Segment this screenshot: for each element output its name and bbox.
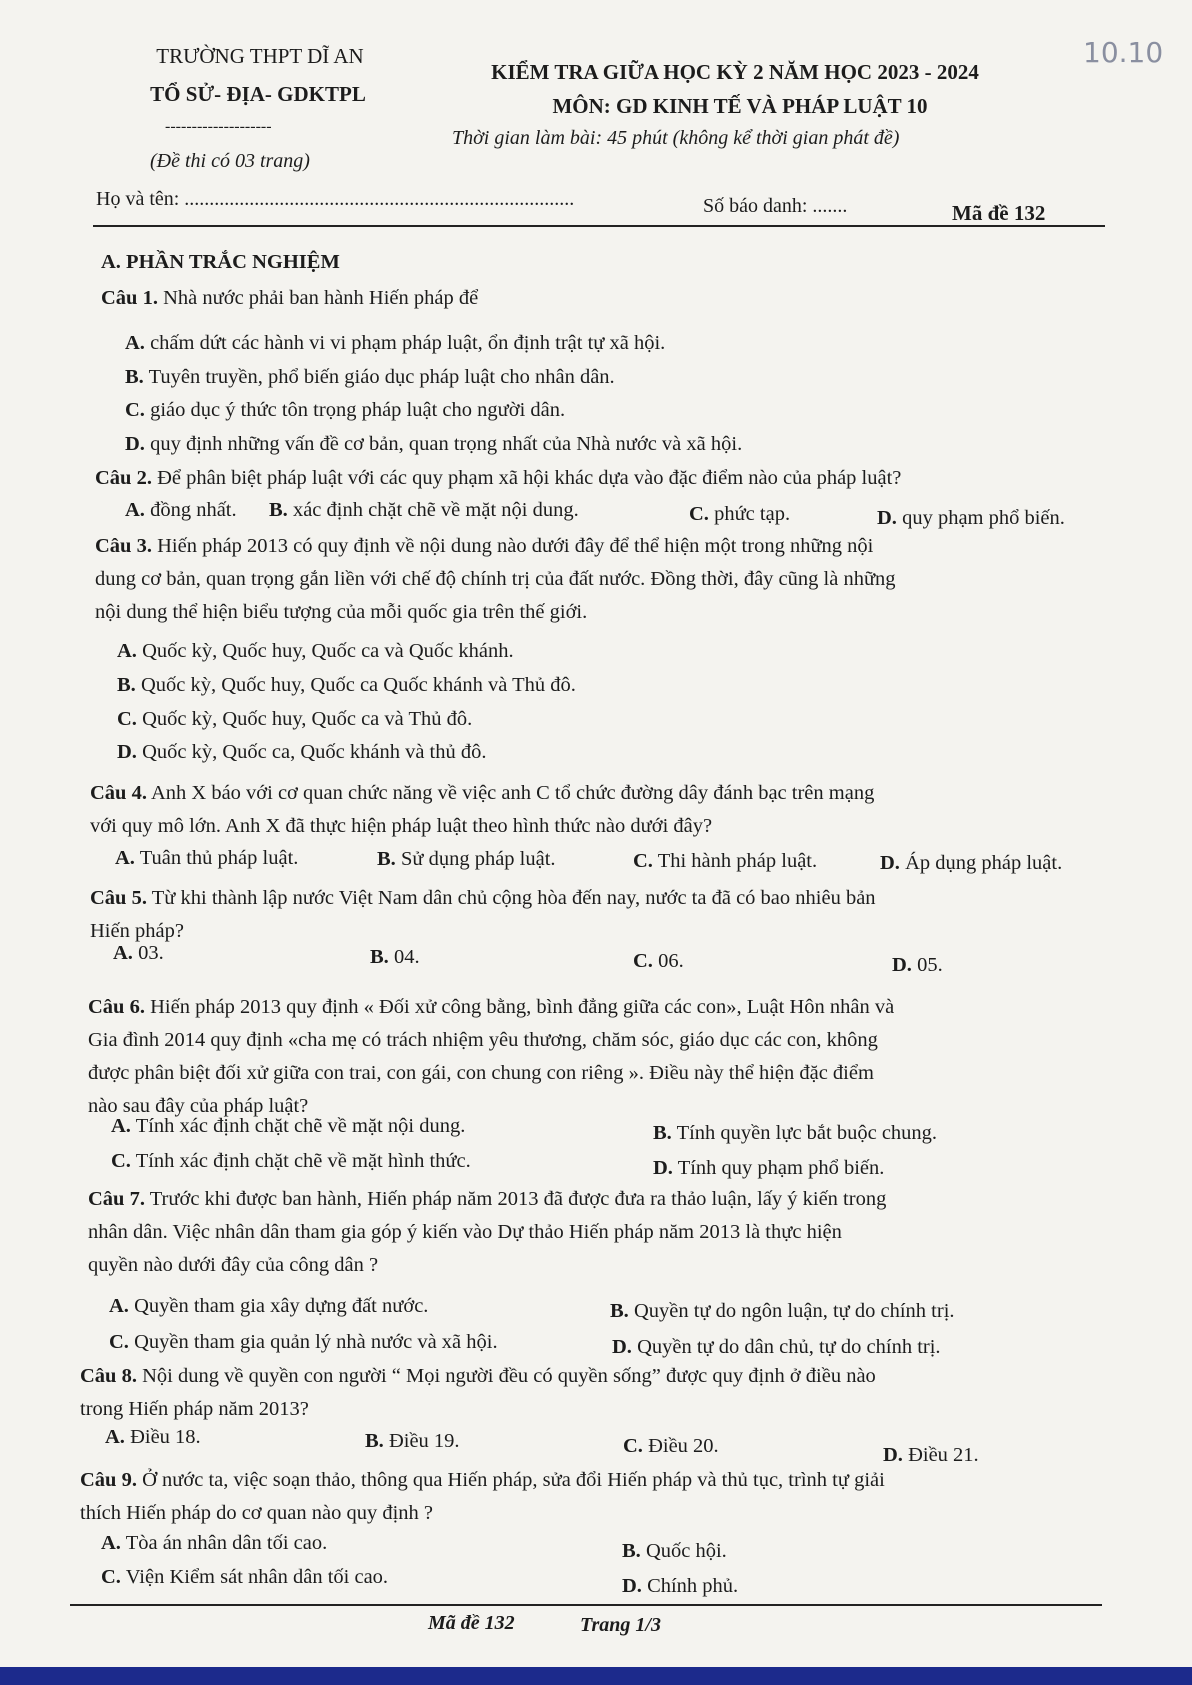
option-6b: B. Tính quyền lực bắt buộc chung. bbox=[653, 1122, 938, 1144]
question-number: Câu 1. bbox=[101, 287, 158, 309]
option-6a: A. Tính xác định chặt chẽ về mặt nội dung. bbox=[111, 1115, 466, 1137]
option-2b: B. xác định chặt chẽ về mặt nội dung. bbox=[269, 499, 579, 521]
handwritten-mark: 10.10 bbox=[1083, 36, 1164, 69]
option-9b: B. Quốc hội. bbox=[622, 1540, 727, 1562]
option-1c: C. giáo dục ý thức tôn trọng pháp luật cho người dân. bbox=[125, 399, 566, 421]
exam-title: KIỂM TRA GIỮA HỌC KỲ 2 NĂM HỌC 2023 - 2024 bbox=[491, 60, 979, 84]
question-4: Câu 4. Anh X báo với cơ quan chức năng về việc anh C tổ chức đường dây đánh bạc trên mạng với quy mô lớn. Anh X đã thực hiện pháp luật theo hình thức nào dưới đây? bbox=[90, 782, 875, 837]
option-1b: B. Tuyên truyền, phổ biến giáo dục pháp luật cho nhân dân. bbox=[125, 366, 615, 388]
option-6d: D. Tính quy phạm phổ biến. bbox=[653, 1157, 885, 1179]
time-note: Thời gian làm bài: 45 phút (không kể thời gian phát đề) bbox=[452, 127, 900, 149]
option-8a: A. Điều 18. bbox=[105, 1426, 201, 1448]
exam-code: Mã đề 132 bbox=[952, 201, 1046, 225]
footer-exam-code: Mã đề 132 bbox=[428, 1612, 515, 1634]
question-text: Nhà nước phải ban hành Hiến pháp để bbox=[163, 287, 479, 309]
option-4a: A. Tuân thủ pháp luật. bbox=[115, 847, 299, 869]
subject-title: MÔN: GD KINH TẾ VÀ PHÁP LUẬT 10 bbox=[552, 94, 928, 118]
option-2d: D. quy phạm phổ biến. bbox=[877, 507, 1065, 529]
option-7b: B. Quyền tự do ngôn luận, tự do chính trị. bbox=[610, 1300, 955, 1322]
question-1 bbox=[101, 282, 478, 315]
option-1a: A. chấm dứt các hành vi vi phạm pháp luật, ổn định trật tự xã hội. bbox=[125, 332, 666, 354]
school-name: TRƯỜNG THPT DĨ AN bbox=[156, 44, 364, 68]
department-name: TỔ SỬ- ĐỊA- GDKTPL bbox=[150, 82, 366, 106]
question-9: Câu 9. Ở nước ta, việc soạn thảo, thông qua Hiến pháp, sửa đổi Hiến pháp và thủ tục, trình tự giải thích Hiến pháp do cơ quan nào quy định ? bbox=[80, 1469, 885, 1524]
option-6c: C. Tính xác định chặt chẽ về mặt hình thức. bbox=[111, 1150, 471, 1172]
footer-rule bbox=[70, 1604, 1102, 1606]
option-3a: A. Quốc kỳ, Quốc huy, Quốc ca và Quốc khánh. bbox=[117, 640, 514, 662]
option-9d: D. Chính phủ. bbox=[622, 1575, 739, 1597]
question-8: Câu 8. Nội dung về quyền con người “ Mọi người đều có quyền sống” được quy định ở điều nào trong Hiến pháp năm 2013? bbox=[80, 1365, 876, 1420]
question-7: Câu 7. Trước khi được ban hành, Hiến pháp năm 2013 đã được đưa ra thảo luận, lấy ý kiến trong nhân dân. Việc nhân dân tham gia góp ý kiến vào Dự thảo Hiến pháp năm 2013 là thực hiện quyền nào dưới đây của công dân ? bbox=[88, 1188, 887, 1276]
option-1d: D. quy định những vấn đề cơ bản, quan trọng nhất của Nhà nước và xã hội. bbox=[125, 433, 743, 455]
option-5c: C. 06. bbox=[633, 950, 684, 972]
option-3d: D. Quốc kỳ, Quốc ca, Quốc khánh và thủ đô. bbox=[117, 741, 487, 763]
option-5b: B. 04. bbox=[370, 946, 420, 968]
option-4b: B. Sử dụng pháp luật. bbox=[377, 848, 556, 870]
option-9a: A. Tòa án nhân dân tối cao. bbox=[101, 1532, 328, 1554]
candidate-id-label: Số báo danh: ....... bbox=[703, 195, 848, 217]
option-3c: C. Quốc kỳ, Quốc huy, Quốc ca và Thủ đô. bbox=[117, 708, 473, 730]
name-field-label: Họ và tên: .............................................................................. bbox=[96, 188, 575, 210]
option-7a: A. Quyền tham gia xây dựng đất nước. bbox=[109, 1295, 429, 1317]
section-title: A. PHẦN TRẮC NGHIỆM bbox=[101, 251, 340, 273]
header-rule bbox=[93, 225, 1105, 227]
option-8d: D. Điều 21. bbox=[883, 1444, 979, 1466]
question-6: Câu 6. Hiến pháp 2013 quy định « Đối xử công bằng, bình đẳng giữa các con», Luật Hôn nhân và Gia đình 2014 quy định «cha mẹ có trách nhiệm yêu thương, chăm sóc, giáo dục các con, không được phân biệt đối xử giữa con trai, con gái, con chung con riêng ». Điều này thể hiện đặc điểm nào sau đây của pháp luật? bbox=[88, 996, 895, 1117]
pages-note: (Đề thi có 03 trang) bbox=[150, 150, 310, 172]
option-7c: C. Quyền tham gia quản lý nhà nước và xã hội. bbox=[109, 1331, 498, 1353]
option-3b: B. Quốc kỳ, Quốc huy, Quốc ca Quốc khánh và Thủ đô. bbox=[117, 674, 576, 696]
option-8b: B. Điều 19. bbox=[365, 1430, 460, 1452]
scan-bottom-band bbox=[0, 1667, 1192, 1685]
footer-page-number: Trang 1/3 bbox=[580, 1614, 661, 1636]
option-8c: C. Điều 20. bbox=[623, 1435, 719, 1457]
question-2: Câu 2. Để phân biệt pháp luật với các quy phạm xã hội khác dựa vào đặc điểm nào của pháp luật? bbox=[95, 467, 902, 489]
option-2c: C. phức tạp. bbox=[689, 503, 791, 525]
question-5: Câu 5. Từ khi thành lập nước Việt Nam dân chủ cộng hòa đến nay, nước ta đã có bao nhiêu bản Hiến pháp? bbox=[90, 887, 876, 942]
option-5d: D. 05. bbox=[892, 954, 943, 976]
question-3: Câu 3. Hiến pháp 2013 có quy định về nội dung nào dưới đây để thể hiện một trong những nội dung cơ bản, quan trọng gắn liền với chế độ chính trị của đất nước. Đồng thời, đây cũng là những nội dung thể hiện biểu tượng của mỗi quốc gia trên thế giới. bbox=[95, 535, 896, 623]
option-2a: A. đồng nhất. bbox=[125, 499, 237, 521]
header-dashes: -------------------- bbox=[165, 118, 272, 135]
option-7d: D. Quyền tự do dân chủ, tự do chính trị. bbox=[612, 1336, 941, 1358]
option-9c: C. Viện Kiểm sát nhân dân tối cao. bbox=[101, 1566, 389, 1588]
option-4d: D. Áp dụng pháp luật. bbox=[880, 852, 1063, 874]
option-5a: A. 03. bbox=[113, 942, 164, 964]
option-4c: C. Thi hành pháp luật. bbox=[633, 850, 818, 872]
